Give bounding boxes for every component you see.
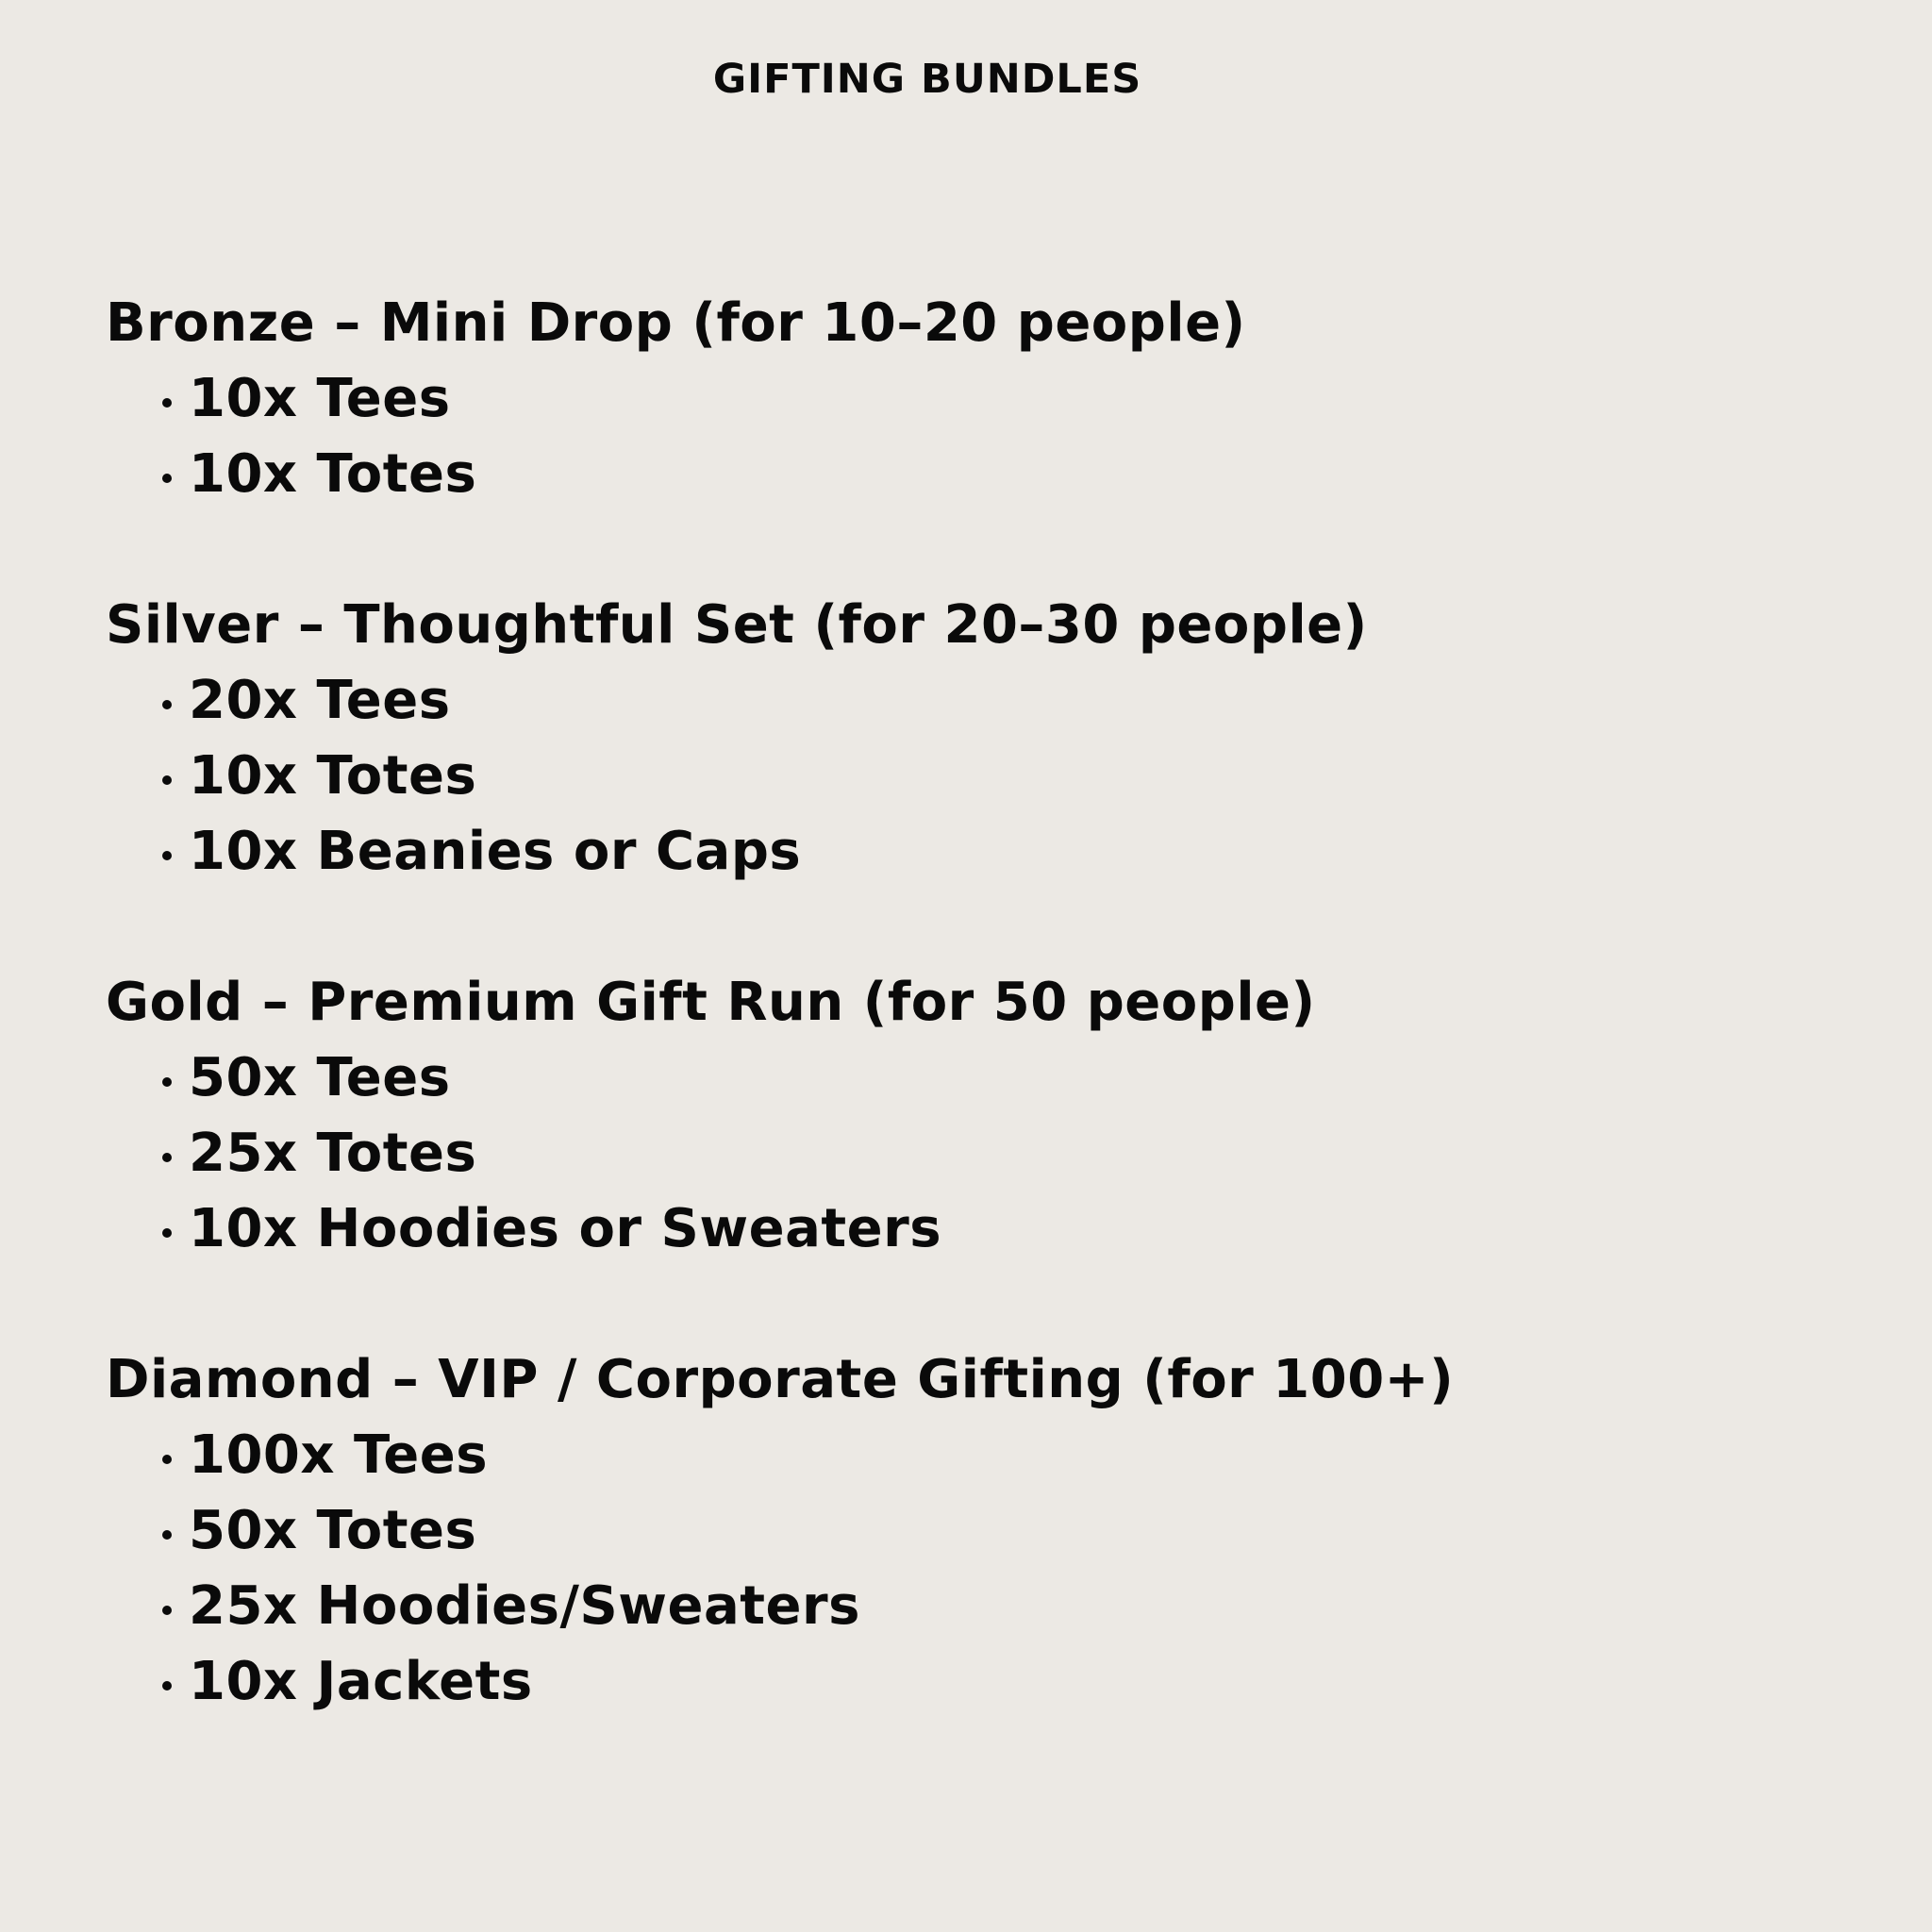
bundle-diamond [106,1342,1879,1720]
bundle-items [106,361,1879,512]
list-item [162,1116,1879,1191]
bundle-heading: Diamond – VIP / Corporate Gifting (for 100+) [106,1349,1455,1410]
bundle-items [106,1418,1879,1720]
list-item [162,663,1879,739]
bundle-heading: Bronze – Mini Drop (for 10–20 people) [106,292,1246,354]
bundle-items [106,1041,1879,1267]
bullet-icon [162,1077,172,1087]
item-label: 25x Totes [189,1123,477,1184]
list-item [162,437,1879,512]
bullet-icon [162,1153,172,1162]
bundle-gold [106,965,1879,1267]
list-item [162,361,1879,437]
bullet-icon [162,1606,172,1615]
bundle-bronze [106,286,1879,512]
item-label: 10x Hoodies or Sweaters [189,1198,942,1259]
item-label: 100x Tees [189,1424,489,1486]
bullet-icon [162,474,172,483]
bullet-icon [162,1530,172,1540]
list-item [162,814,1879,890]
bullet-icon [162,1455,172,1464]
item-label: 50x Totes [189,1500,477,1561]
list-item [162,1493,1879,1569]
list-item [162,739,1879,814]
bullet-icon [162,700,172,709]
item-label: 10x Tees [189,368,451,429]
list-item [162,1644,1879,1720]
item-label: 10x Totes [189,443,477,505]
bullet-icon [162,1681,172,1690]
item-label: 50x Tees [189,1047,451,1108]
bundle-heading: Silver – Thoughtful Set (for 20–30 people) [106,594,1368,656]
list-item [162,1569,1879,1644]
list-item [162,1041,1879,1116]
list-item [162,1191,1879,1267]
item-label: 25x Hoodies/Sweaters [189,1575,860,1637]
item-label: 10x Totes [189,745,477,807]
bundle-heading: Gold – Premium Gift Run (for 50 people) [106,972,1316,1033]
bundle-items [106,663,1879,890]
bullet-icon [162,398,172,408]
bullet-icon [162,1228,172,1238]
list-item [162,1418,1879,1493]
bullet-icon [162,775,172,785]
bundle-silver [106,588,1879,890]
bundle-list [106,286,1879,1795]
bullet-icon [162,851,172,860]
item-label: 10x Jackets [189,1651,533,1712]
item-label: 20x Tees [189,670,451,731]
item-label: 10x Beanies or Caps [189,821,802,882]
page-title: GIFTING BUNDLES [712,56,1142,103]
